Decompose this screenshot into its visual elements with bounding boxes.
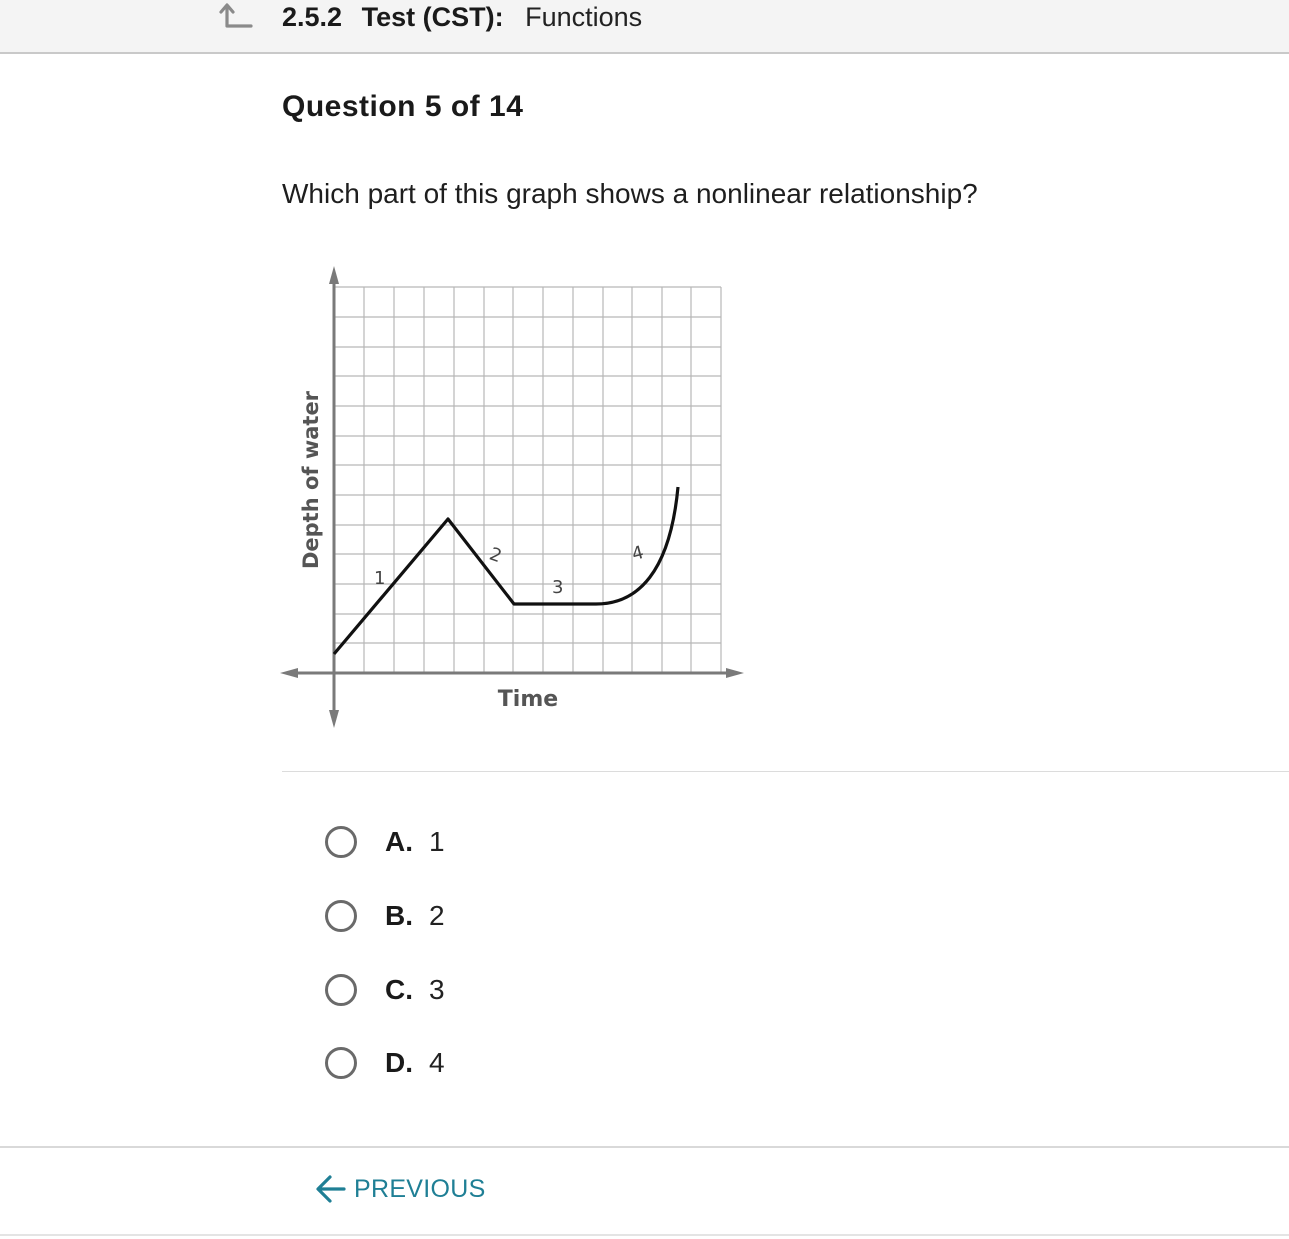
y-axis-label: Depth of water <box>299 390 323 570</box>
segment-label-3: 3 <box>552 577 564 598</box>
choice-b[interactable] <box>325 896 445 936</box>
choice-letter: A. <box>385 826 413 857</box>
x-axis-label: Time <box>497 687 559 712</box>
segment-label-1: 1 <box>374 568 386 589</box>
choice-c[interactable] <box>325 970 445 1010</box>
choice-letter: D. <box>385 1047 413 1078</box>
top-bar <box>0 0 1289 54</box>
choice-text: 4 <box>429 1047 445 1078</box>
radio-button[interactable] <box>325 1047 357 1079</box>
radio-button[interactable] <box>325 826 357 858</box>
depth-time-graph <box>278 262 748 732</box>
return-up-arrow-icon[interactable] <box>218 0 254 34</box>
segment-label-2: 2 <box>486 543 505 568</box>
lesson-number: 2.5.2 <box>282 2 343 32</box>
choice-d[interactable] <box>325 1043 445 1083</box>
choice-text: 3 <box>429 974 445 1005</box>
breadcrumb <box>282 2 642 32</box>
choice-text: 2 <box>429 900 445 931</box>
bottom-divider <box>0 1234 1289 1236</box>
radio-button[interactable] <box>325 900 357 932</box>
depth-curve <box>334 487 678 654</box>
axes <box>280 266 744 728</box>
segment-label-4: 4 <box>629 541 647 566</box>
choice-text: 1 <box>429 826 445 857</box>
footer-bar <box>0 1146 1289 1239</box>
previous-button[interactable] <box>314 1172 486 1206</box>
lesson-kind: Test (CST): <box>361 2 504 32</box>
question-text: Which part of this graph shows a nonlinear relationship? <box>282 178 978 209</box>
divider <box>282 771 1289 772</box>
previous-label: PREVIOUS <box>354 1174 486 1203</box>
question-title: Question 5 of 14 <box>282 90 524 123</box>
lesson-topic: Functions <box>525 2 643 32</box>
radio-button[interactable] <box>325 974 357 1006</box>
grid <box>334 287 721 672</box>
choice-a[interactable] <box>325 822 445 862</box>
choice-letter: C. <box>385 974 413 1005</box>
arrow-left-icon <box>314 1172 348 1206</box>
choice-letter: B. <box>385 900 413 931</box>
